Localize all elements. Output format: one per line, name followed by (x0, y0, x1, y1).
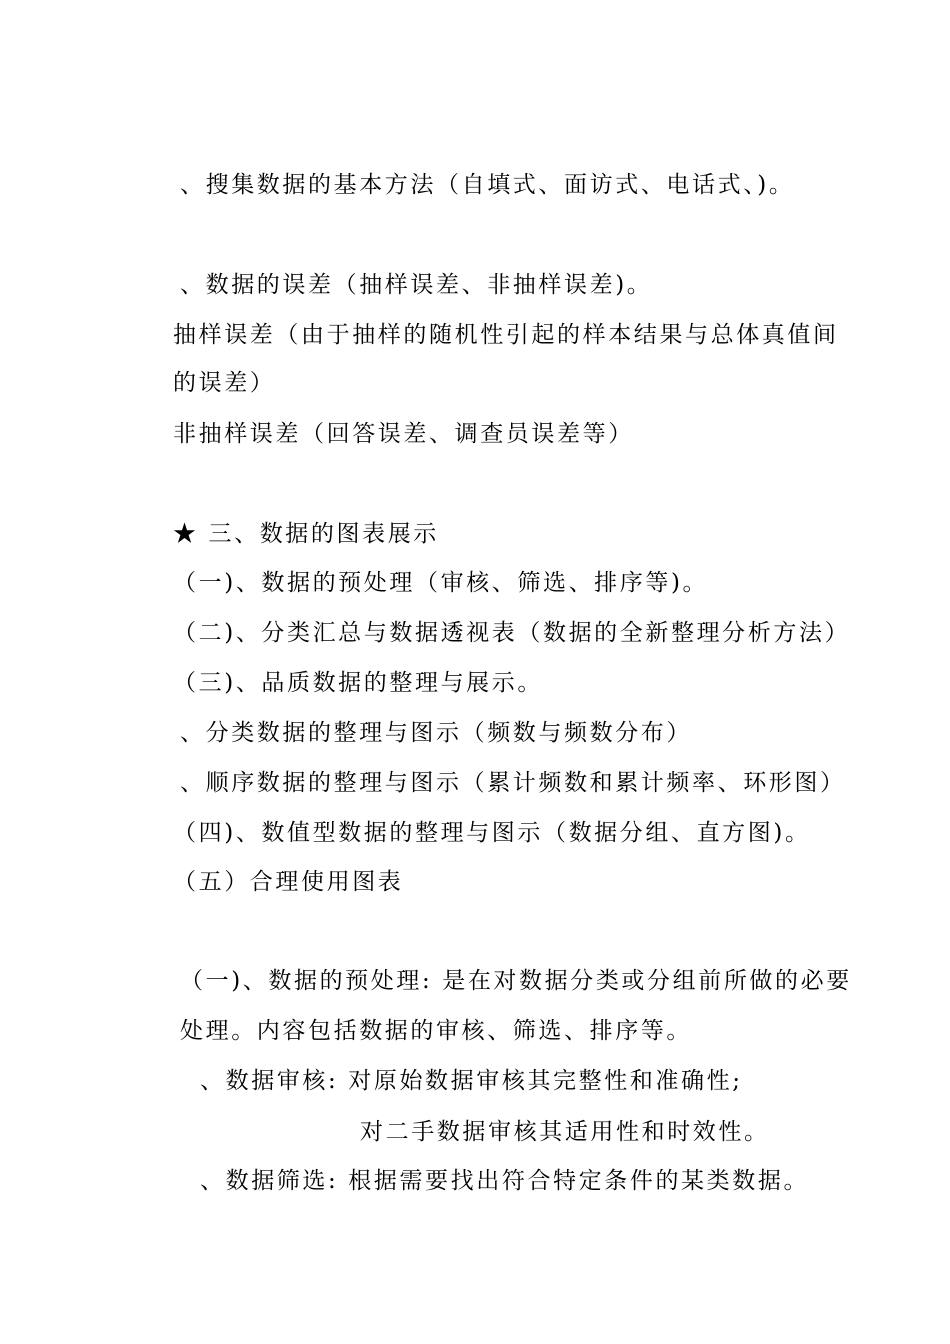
text-line-ordinal-data: 、顺序数据的整理与图示（累计频数和累计频率、环形图） (180, 770, 846, 796)
text-line-qualitative-data: （三)、品质数据的整理与展示。 (173, 670, 543, 696)
text-line-data-errors: 、数据的误差（抽样误差、非抽样误差)。 (180, 272, 653, 298)
text-line-collection-methods: 、搜集数据的基本方法（自填式、面访式、电话式、)。 (180, 172, 795, 198)
text-line-proper-charts: （五）合理使用图表 (173, 869, 404, 895)
text-line-preprocessing-definition: （一)、数据的预处理: 是在对数据分类或分组前所做的必要 (180, 968, 852, 994)
text-line-categorical-data: 、分类数据的整理与图示（频数与频数分布） (180, 720, 692, 746)
text-line-data-filtering: 、数据筛选: 根据需要找出符合特定条件的某类数据。 (200, 1168, 810, 1194)
text-line-numeric-data: （四)、数值型数据的整理与图示（数据分组、直方图)。 (173, 820, 811, 846)
text-line-preprocessing-definition-cont: 处理。内容包括数据的审核、筛选、排序等。 (180, 1018, 692, 1044)
text-line-pivot-table: （二)、分类汇总与数据透视表（数据的全新整理分析方法） (173, 620, 851, 646)
text-line-preprocessing: （一)、数据的预处理（审核、筛选、排序等)。 (173, 570, 709, 596)
text-line-non-sampling-error: 非抽样误差（回答误差、调查员误差等） (173, 421, 634, 447)
text-line-data-review: 、数据审核: 对原始数据审核其完整性和准确性; (200, 1068, 743, 1094)
section-heading-chart-display: ★ 三、数据的图表展示 (173, 521, 439, 547)
text-line-data-review-cont: 对二手数据审核其适用性和时效性。 (360, 1119, 770, 1145)
text-line-sampling-error-cont: 的误差） (173, 370, 276, 396)
text-line-sampling-error: 抽样误差（由于抽样的随机性引起的样本结果与总体真值间 (173, 322, 839, 348)
